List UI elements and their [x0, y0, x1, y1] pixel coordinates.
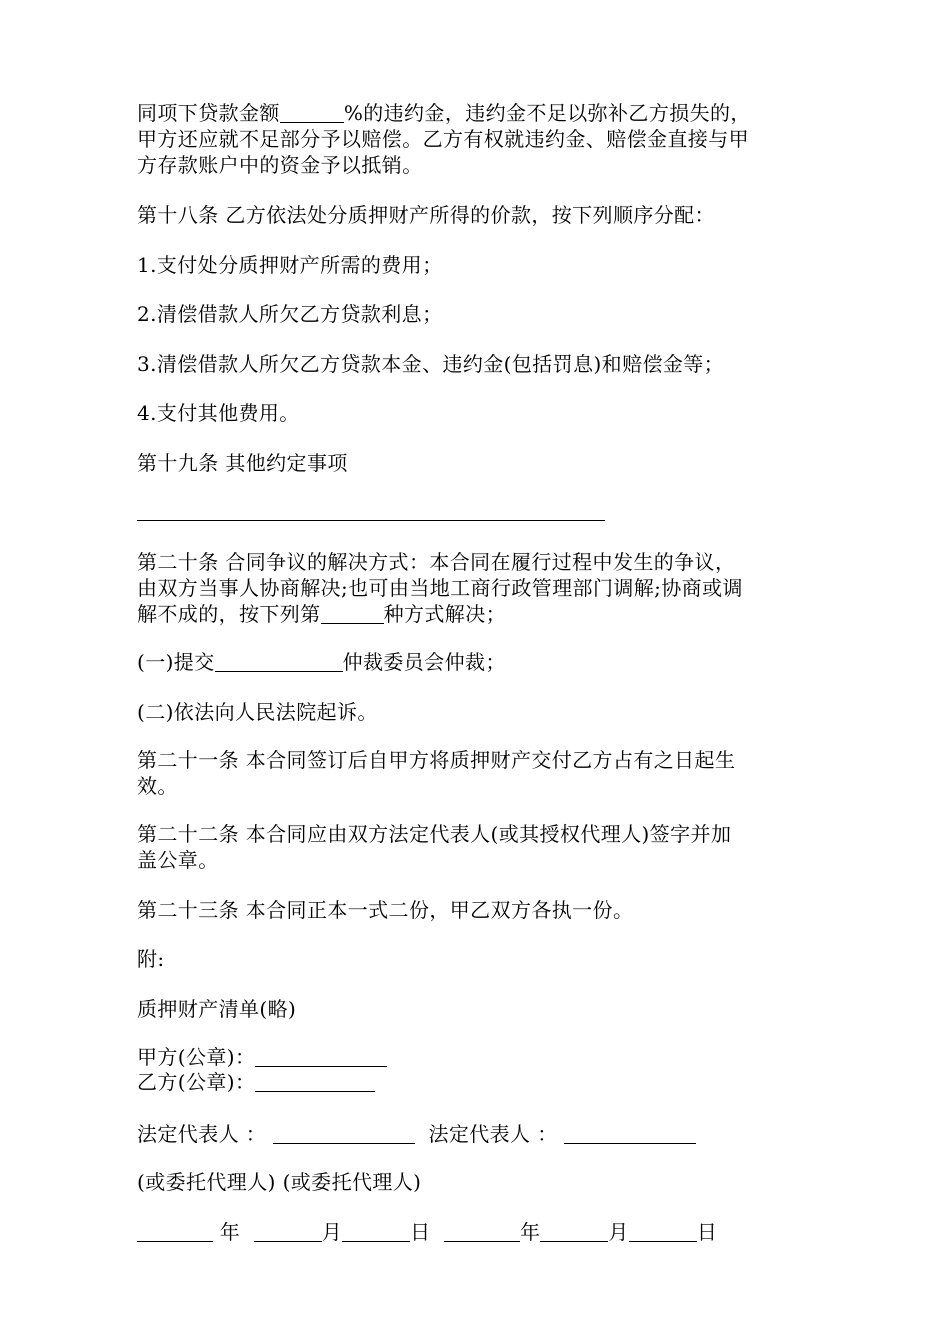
date-line	[137, 1220, 717, 1245]
paragraph-line: 盖公章。	[137, 848, 219, 872]
text-segment: 日	[410, 1220, 431, 1244]
text-segment: 法定代表人 ：	[137, 1122, 267, 1146]
article-19-heading: 第十九条 其他约定事项	[137, 451, 348, 475]
attachment-label: 附:	[137, 947, 165, 971]
fill-blank-day-b[interactable]	[629, 1221, 697, 1242]
agent-line: (或委托代理人) (或委托代理人)	[137, 1170, 422, 1194]
text-segment: (一)提交	[137, 650, 215, 674]
text-segment: 仲裁委员会仲裁；	[342, 650, 506, 674]
list-item: 3.清偿借款人所欠乙方贷款本金、违约金(包括罚息)和赔偿金等；	[137, 352, 725, 376]
party-b-line	[137, 1070, 375, 1095]
fill-blank-arbitration[interactable]	[215, 651, 343, 672]
text-segment: 月	[321, 1220, 343, 1244]
paragraph-line	[137, 602, 506, 627]
text-segment: 同项下贷款金额	[137, 101, 280, 125]
fill-blank-month-b[interactable]	[540, 1221, 608, 1242]
text-segment: 乙方(公章)：	[137, 1070, 256, 1094]
paragraph-line: 第二十一条 本合同签订后自甲方将质押财产交付乙方占有之日起生	[137, 748, 736, 772]
paragraph-line: 第二十条 合同争议的解决方式：本合同在履行过程中发生的争议，	[137, 550, 736, 574]
text-segment: 月	[608, 1220, 629, 1244]
paragraph-line: 第二十三条 本合同正本一式二份，甲乙双方各执一份。	[137, 898, 634, 922]
fill-blank-rep-b[interactable]	[564, 1123, 696, 1144]
fill-blank-month-a[interactable]	[254, 1221, 322, 1242]
text-segment: 解不成的，按下列第	[137, 602, 321, 626]
list-item: 1.支付处分质押财产所需的费用；	[137, 253, 443, 277]
fill-blank-year-a[interactable]	[137, 1221, 213, 1242]
fill-blank-day-a[interactable]	[342, 1221, 410, 1242]
list-item: 2.清偿借款人所欠乙方贷款利息；	[137, 302, 443, 326]
text-segment: 法定代表人 ：	[428, 1122, 558, 1146]
text-segment: 日	[696, 1220, 718, 1244]
paragraph-line: 甲方还应就不足部分予以赔偿。乙方有权就违约金、赔偿金直接与甲	[137, 127, 749, 151]
option-line: (二)依法向人民法院起诉。	[137, 700, 378, 724]
paragraph-line: 方存款账户中的资金予以抵销。	[137, 153, 423, 177]
text-segment: 种方式解决；	[383, 602, 507, 626]
fill-blank-year-b[interactable]	[444, 1221, 520, 1242]
fill-blank-other-terms[interactable]	[137, 520, 605, 521]
fill-blank-party-a-seal[interactable]	[255, 1046, 387, 1067]
paragraph-line: 第二十二条 本合同应由双方法定代表人(或其授权代理人)签字并加	[137, 822, 732, 846]
option-line	[137, 650, 506, 675]
paragraph-line	[137, 101, 751, 126]
fill-blank-party-b-seal[interactable]	[255, 1071, 375, 1092]
attachment-item: 质押财产清单(略)	[137, 997, 297, 1021]
representative-line	[137, 1122, 696, 1147]
text-segment: 年	[520, 1220, 541, 1244]
fill-blank-percent[interactable]	[280, 102, 344, 123]
text-segment: %的违约金，违约金不足以弥补乙方损失的，	[343, 101, 751, 125]
party-a-line	[137, 1045, 387, 1070]
list-item: 4.支付其他费用。	[137, 401, 300, 425]
paragraph-line: 效。	[137, 774, 178, 798]
article-18-heading: 第十八条 乙方依法处分质押财产所得的价款，按下列顺序分配：	[137, 203, 715, 227]
text-segment: 年	[219, 1220, 241, 1244]
text-segment: 甲方(公章)：	[137, 1045, 256, 1069]
paragraph-line: 由双方当事人协商解决;也可由当地工商行政管理部门调解;协商或调	[137, 576, 743, 600]
fill-blank-rep-a[interactable]	[273, 1123, 415, 1144]
fill-blank-method[interactable]	[321, 603, 384, 624]
